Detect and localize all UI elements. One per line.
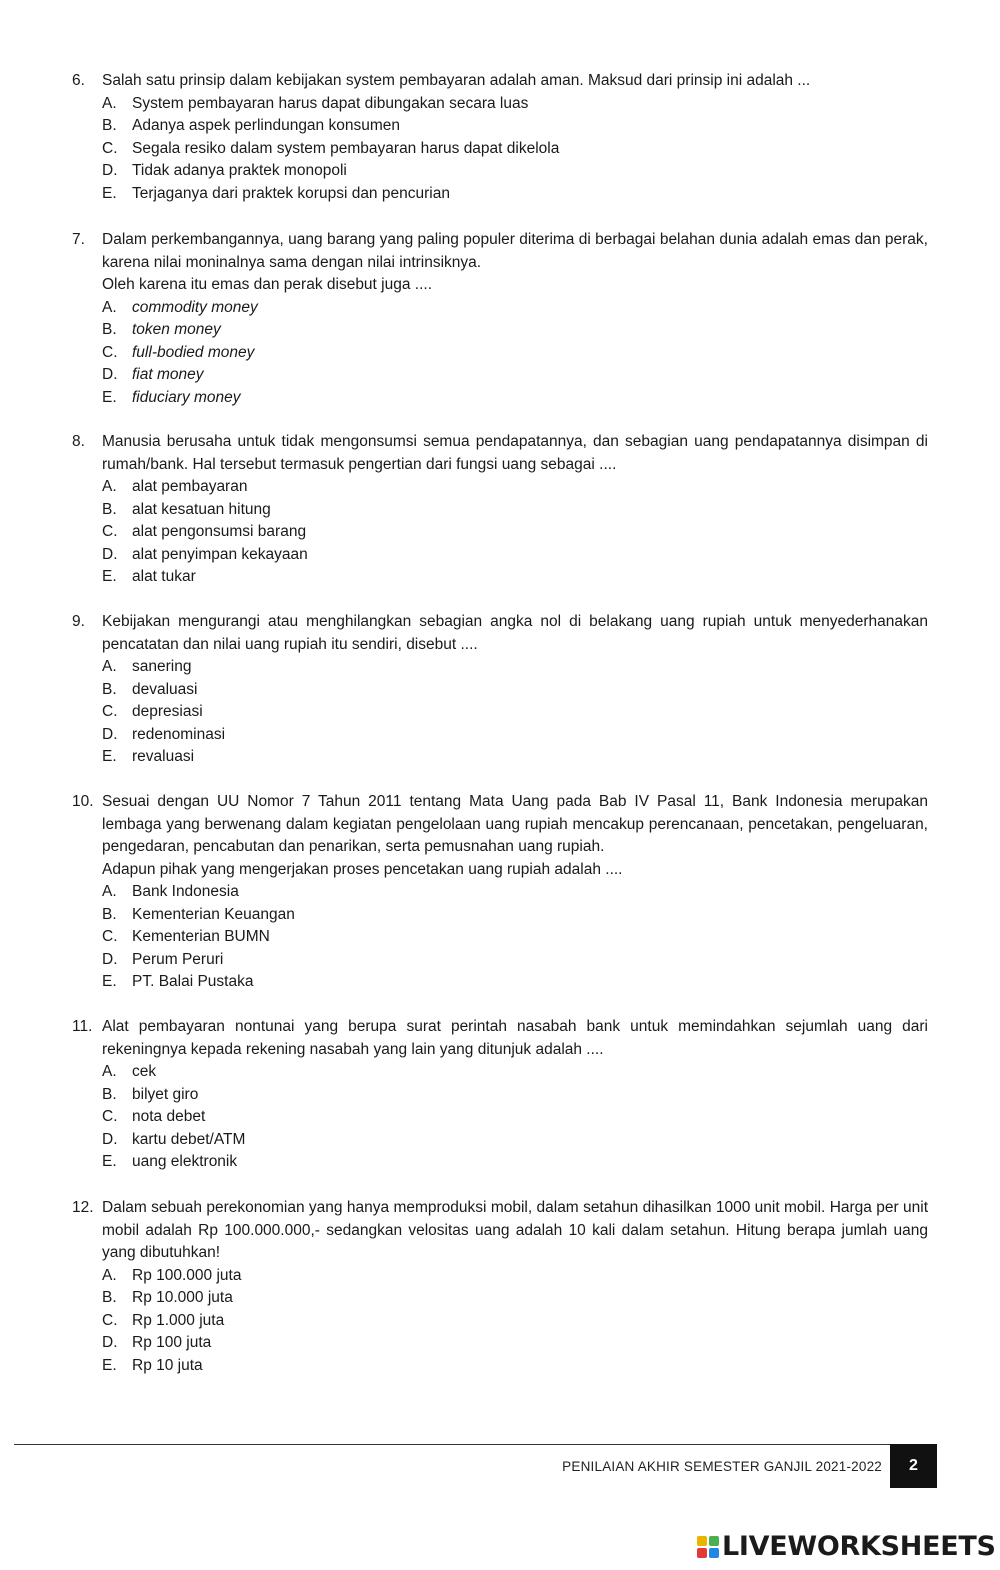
option-list (102, 881, 928, 994)
option-b[interactable] (102, 499, 928, 522)
option-text: revaluasi (132, 748, 195, 765)
option-letter: C. (102, 523, 118, 540)
option-letter: C. (102, 139, 118, 157)
liveworksheets-logo (697, 1531, 996, 1562)
option-text: sanering (132, 658, 192, 675)
option-b[interactable] (102, 1287, 928, 1310)
option-a[interactable] (102, 1265, 928, 1288)
option-letter: B. (102, 680, 117, 698)
option-d[interactable] (102, 544, 928, 567)
question-8 (72, 431, 928, 589)
option-text: Perum Peruri (132, 950, 224, 968)
option-d[interactable] (102, 949, 928, 972)
option-b[interactable] (102, 319, 928, 342)
option-b[interactable] (102, 115, 928, 138)
option-text: Rp 10 juta (132, 1356, 203, 1374)
question-number: 8. (72, 433, 85, 450)
option-c[interactable] (102, 342, 928, 365)
question-11 (72, 1016, 928, 1174)
option-b[interactable] (102, 1084, 928, 1107)
option-c[interactable] (102, 138, 928, 161)
option-letter: A. (102, 883, 117, 900)
option-text: alat pembayaran (132, 478, 248, 495)
option-text: devaluasi (132, 680, 198, 698)
option-c[interactable] (102, 521, 928, 544)
option-text: commodity money (132, 298, 258, 316)
option-letter: B. (102, 321, 117, 338)
option-text: alat tukar (132, 568, 196, 585)
option-text: fiat money (132, 366, 204, 383)
option-letter: A. (102, 298, 117, 316)
question-number: 7. (72, 231, 85, 248)
option-letter: A. (102, 658, 117, 675)
option-letter: B. (102, 117, 117, 134)
option-c[interactable] (102, 1106, 928, 1129)
option-text: Terjaganya dari praktek korupsi dan pencurian (132, 184, 450, 202)
question-number: 12. (72, 1199, 94, 1216)
option-text: bilyet giro (132, 1085, 199, 1103)
option-letter: B. (102, 905, 117, 923)
option-list (102, 656, 928, 769)
option-list (102, 476, 928, 589)
option-d[interactable] (102, 364, 928, 387)
logo-square-1 (697, 1536, 707, 1546)
option-a[interactable] (102, 1061, 928, 1084)
question-number: 10. (72, 793, 94, 810)
option-text: nota debet (132, 1108, 206, 1125)
option-a[interactable] (102, 93, 928, 116)
option-a[interactable] (102, 476, 928, 499)
option-text: depresiasi (132, 703, 203, 720)
option-d[interactable] (102, 160, 928, 183)
option-text: Rp 100.000 juta (132, 1266, 242, 1284)
option-letter: B. (102, 1289, 117, 1306)
question-9 (72, 611, 928, 769)
question-stem (102, 611, 928, 656)
option-letter: E. (102, 184, 117, 202)
option-text: alat kesatuan hitung (132, 500, 271, 518)
option-text: Adanya aspek perlindungan konsumen (132, 117, 400, 134)
option-b[interactable] (102, 679, 928, 702)
footer-title: PENILAIAN AKHIR SEMESTER GANJIL 2021-2022 (562, 1459, 882, 1474)
option-letter: E. (102, 388, 117, 406)
question-stem-paragraph: Dalam perkembangannya, uang barang yang paling populer diterima di berbagai belahan dunia adalah emas dan perak, karena nilai moninalnya sama dengan nilai intrinsiknya. (102, 231, 928, 271)
option-e[interactable] (102, 566, 928, 589)
option-text: uang elektronik (132, 1153, 238, 1170)
question-stem-paragraph: Alat pembayaran nontunai yang berupa surat perintah nasabah bank untuk memindahkan sejumlah uang dari rekeningnya kepada rekening nasabah yang lain yang ditunjuk adalah .... (102, 1018, 928, 1058)
option-a[interactable] (102, 656, 928, 679)
option-b[interactable] (102, 904, 928, 927)
question-stem-paragraph: Adapun pihak yang mengerjakan proses pencetakan uang rupiah adalah .... (102, 860, 623, 878)
option-e[interactable] (102, 1355, 928, 1378)
option-letter: D. (102, 162, 118, 179)
option-letter: A. (102, 1063, 117, 1080)
question-stem-paragraph: Sesuai dengan UU Nomor 7 Tahun 2011 tentang Mata Uang pada Bab IV Pasal 11, Bank Indonesia merupakan lembaga yang berwenang dalam kegiatan pengelolaan uang rupiah mencakup perencanaan, pencetakan, pengeluaran, pengedaran, pencabutan dan penarikan, serta pemusnahan uang rupiah. (102, 793, 928, 855)
option-text: PT. Balai Pustaka (132, 973, 254, 990)
option-text: Rp 100 juta (132, 1334, 212, 1351)
option-text: Kementerian Keuangan (132, 905, 295, 923)
option-text: redenominasi (132, 725, 226, 743)
option-c[interactable] (102, 926, 928, 949)
option-letter: C. (102, 703, 118, 720)
option-e[interactable] (102, 1151, 928, 1174)
option-list (102, 297, 928, 410)
option-letter: E. (102, 1153, 117, 1170)
logo-square-4 (709, 1548, 719, 1558)
option-a[interactable] (102, 297, 928, 320)
option-letter: C. (102, 1311, 118, 1329)
liveworksheets-wordmark: LIVEWORKSHEETS (722, 1531, 996, 1562)
option-text: Segala resiko dalam system pembayaran harus dapat dikelola (132, 139, 560, 157)
option-text: fiduciary money (132, 388, 241, 406)
option-text: Rp 10.000 juta (132, 1289, 233, 1306)
option-letter: B. (102, 1085, 117, 1103)
option-e[interactable] (102, 387, 928, 410)
question-stem (102, 1197, 928, 1265)
question-stem-paragraph: Oleh karena itu emas dan perak disebut juga .... (102, 276, 433, 293)
option-letter: D. (102, 545, 118, 563)
question-stem-paragraph: Manusia berusaha untuk tidak mengonsumsi semua pendapatannya, dan sebagian uang pendapatannya disimpan di rumah/bank. Hal tersebut termasuk pengertian dari fungsi uang sebagai .... (102, 433, 928, 473)
question-number: 6. (72, 72, 85, 89)
option-c[interactable] (102, 1310, 928, 1333)
option-e[interactable] (102, 183, 928, 206)
option-a[interactable] (102, 881, 928, 904)
question-stem-paragraph: Kebijakan mengurangi atau menghilangkan sebagian angka nol di belakang uang rupiah untuk menyederhanakan pencatatan dan nilai uang rupiah itu sendiri, disebut .... (102, 613, 928, 653)
footer-divider (14, 1444, 890, 1445)
question-number: 11. (72, 1018, 93, 1035)
option-e[interactable] (102, 971, 928, 994)
option-text: alat penyimpan kekayaan (132, 545, 308, 563)
option-text: kartu debet/ATM (132, 1130, 246, 1148)
option-d[interactable] (102, 1332, 928, 1355)
logo-square-2 (709, 1536, 719, 1546)
question-10 (72, 791, 928, 994)
question-6 (72, 70, 928, 205)
option-text: Bank Indonesia (132, 883, 239, 900)
question-stem-paragraph: Salah satu prinsip dalam kebijakan system pembayaran adalah aman. Maksud dari prinsip ini adalah ... (102, 72, 811, 89)
option-text: alat pengonsumsi barang (132, 523, 307, 540)
option-c[interactable] (102, 701, 928, 724)
question-number: 9. (72, 613, 85, 630)
option-text: System pembayaran harus dapat dibungakan secara luas (132, 94, 529, 112)
question-7 (72, 229, 928, 409)
option-letter: D. (102, 1334, 118, 1351)
option-letter: E. (102, 1356, 117, 1374)
page-number: 2 (890, 1444, 937, 1488)
option-letter: D. (102, 725, 118, 743)
question-stem (102, 1016, 928, 1061)
question-stem-paragraph: Dalam sebuah perekonomian yang hanya memproduksi mobil, dalam setahun dihasilkan 1000 unit mobil. Harga per unit mobil adalah Rp 100.000.000,- sedangkan velositas uang adalah 10 kali dalam setahun. Hitung berapa jumlah uang yang dibutuhkan! (102, 1199, 928, 1261)
option-list (102, 1061, 928, 1174)
option-letter: A. (102, 478, 117, 495)
option-text: token money (132, 321, 221, 338)
question-stem (102, 791, 928, 881)
question-stem (102, 229, 928, 297)
question-12 (72, 1197, 928, 1377)
option-e[interactable] (102, 746, 928, 769)
option-letter: C. (102, 1108, 118, 1125)
option-text: Kementerian BUMN (132, 928, 270, 945)
question-stem (102, 431, 928, 476)
option-letter: B. (102, 500, 117, 518)
option-list (102, 93, 928, 206)
option-d[interactable] (102, 1129, 928, 1152)
option-letter: C. (102, 928, 118, 945)
option-text: full-bodied money (132, 343, 255, 361)
question-stem (102, 70, 928, 93)
option-d[interactable] (102, 724, 928, 747)
option-text: cek (132, 1063, 157, 1080)
option-letter: D. (102, 366, 118, 383)
option-letter: E. (102, 568, 117, 585)
liveworksheets-logo-icon (697, 1536, 719, 1558)
logo-square-3 (697, 1548, 707, 1558)
option-letter: A. (102, 94, 117, 112)
option-letter: D. (102, 1130, 118, 1148)
option-letter: A. (102, 1266, 117, 1284)
option-letter: E. (102, 973, 117, 990)
option-text: Rp 1.000 juta (132, 1311, 225, 1329)
option-list (102, 1265, 928, 1378)
option-text: Tidak adanya praktek monopoli (132, 162, 347, 179)
option-letter: C. (102, 343, 118, 361)
option-letter: E. (102, 748, 117, 765)
option-letter: D. (102, 950, 118, 968)
